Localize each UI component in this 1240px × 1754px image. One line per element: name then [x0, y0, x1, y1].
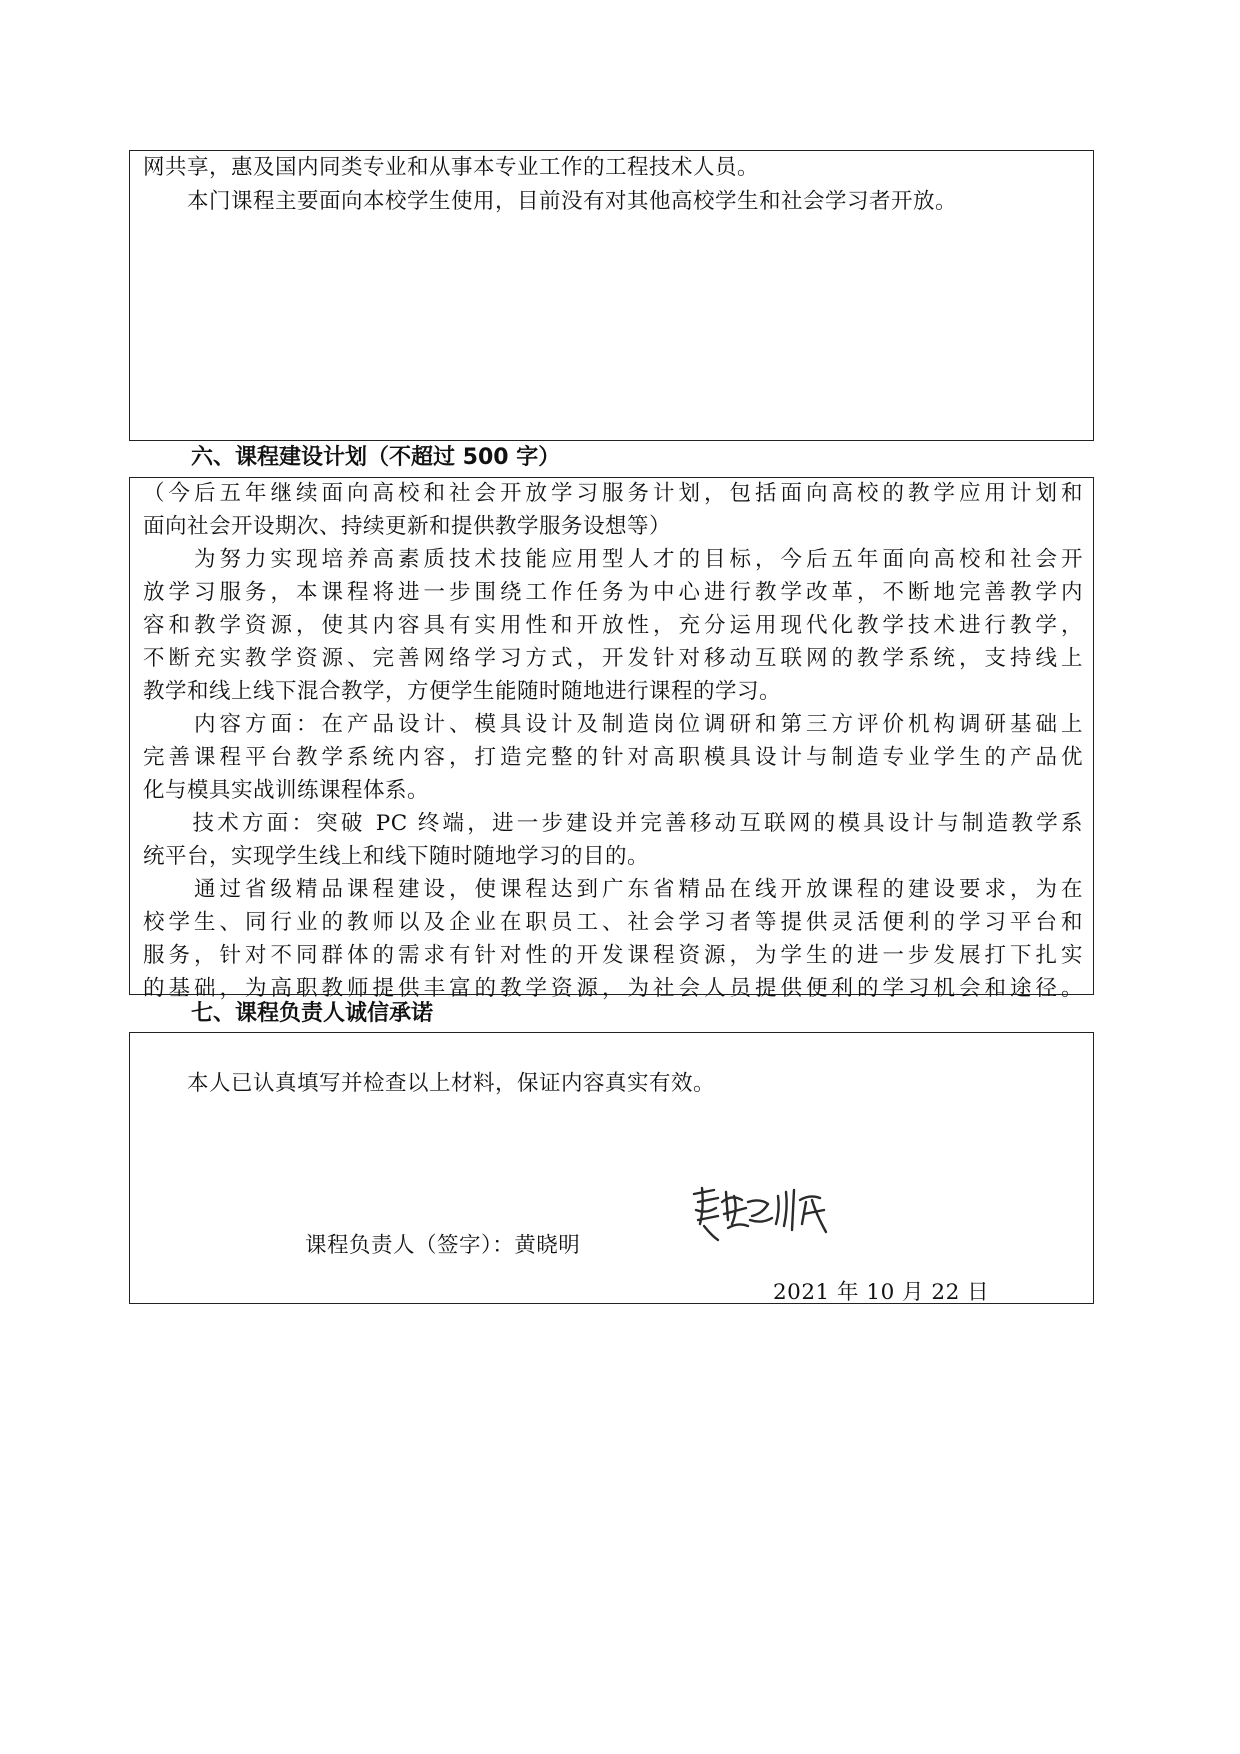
- section5-line-2: 本门课程主要面向本校学生使用，目前没有对其他高校学生和社会学习者开放。: [143, 189, 958, 214]
- section6-p4-line-2: 校学生、同行业的教师以及企业在职员工、社会学习者等提供灵活便利的学习平台和: [143, 910, 1083, 935]
- section6-p1-line-4: 不断充实教学资源、完善网络学习方式，开发针对移动互联网的教学系统，支持线上: [143, 646, 1083, 671]
- handwritten-signature: [688, 1180, 838, 1255]
- section6-p2-line-3: 化与模具实战训练课程体系。: [143, 778, 430, 803]
- section5-line-1: 网共享，惠及国内同类专业和从事本专业工作的工程技术人员。: [143, 155, 760, 180]
- section6-p2-line-2: 完善课程平台教学系统内容，打造完整的针对高职模具设计与制造专业学生的产品优: [143, 745, 1083, 770]
- section6-intro-line-1: （今后五年继续面向高校和社会开放学习服务计划，包括面向高校的教学应用计划和: [143, 481, 1083, 506]
- section7-heading: 七、课程负责人诚信承诺: [191, 1001, 434, 1026]
- section6-p1-line-2: 放学习服务，本课程将进一步围绕工作任务为中心进行教学改革，不断地完善教学内: [143, 580, 1083, 605]
- section6-p1-line-1: 为努力实现培养高素质技术技能应用型人才的目标，今后五年面向高校和社会开: [143, 547, 1083, 572]
- section6-p3-line-1: 技术方面：突破 PC 终端，进一步建设并完善移动互联网的模具设计与制造教学系: [143, 811, 1083, 836]
- section6-p2-line-1: 内容方面：在产品设计、模具设计及制造岗位调研和第三方评价机构调研基础上: [143, 712, 1083, 737]
- section6-p1-line-5: 教学和线上线下混合教学，方便学生能随时随地进行课程的学习。: [143, 679, 782, 704]
- section6-p4-line-1: 通过省级精品课程建设，使课程达到广东省精品在线开放课程的建设要求，为在: [143, 877, 1083, 902]
- pledge-text: 本人已认真填写并检查以上材料，保证内容真实有效。: [143, 1071, 716, 1096]
- section6-p4-line-3: 服务，针对不同群体的需求有针对性的开发课程资源，为学生的进一步发展打下扎实: [143, 943, 1083, 968]
- section6-p1-line-3: 容和教学资源，使其内容具有实用性和开放性，充分运用现代化教学技术进行教学，: [143, 613, 1083, 638]
- section6-p3-line-2: 统平台，实现学生线上和线下随时随地学习的目的。: [143, 844, 650, 869]
- section6-p4-line-4: 的基础，为高职教师提供丰富的教学资源，为社会人员提供便利的学习机会和途径。: [143, 976, 1083, 1001]
- signature-label: 课程负责人（签字）：黄晓明: [305, 1233, 581, 1258]
- section6-heading: 六、课程建设计划（不超过 500 字）: [191, 445, 561, 470]
- signature-date: 2021 年 10 月 22 日: [773, 1280, 990, 1305]
- section6-intro-line-2: 面向社会开设期次、持续更新和提供教学服务设想等）: [143, 514, 672, 539]
